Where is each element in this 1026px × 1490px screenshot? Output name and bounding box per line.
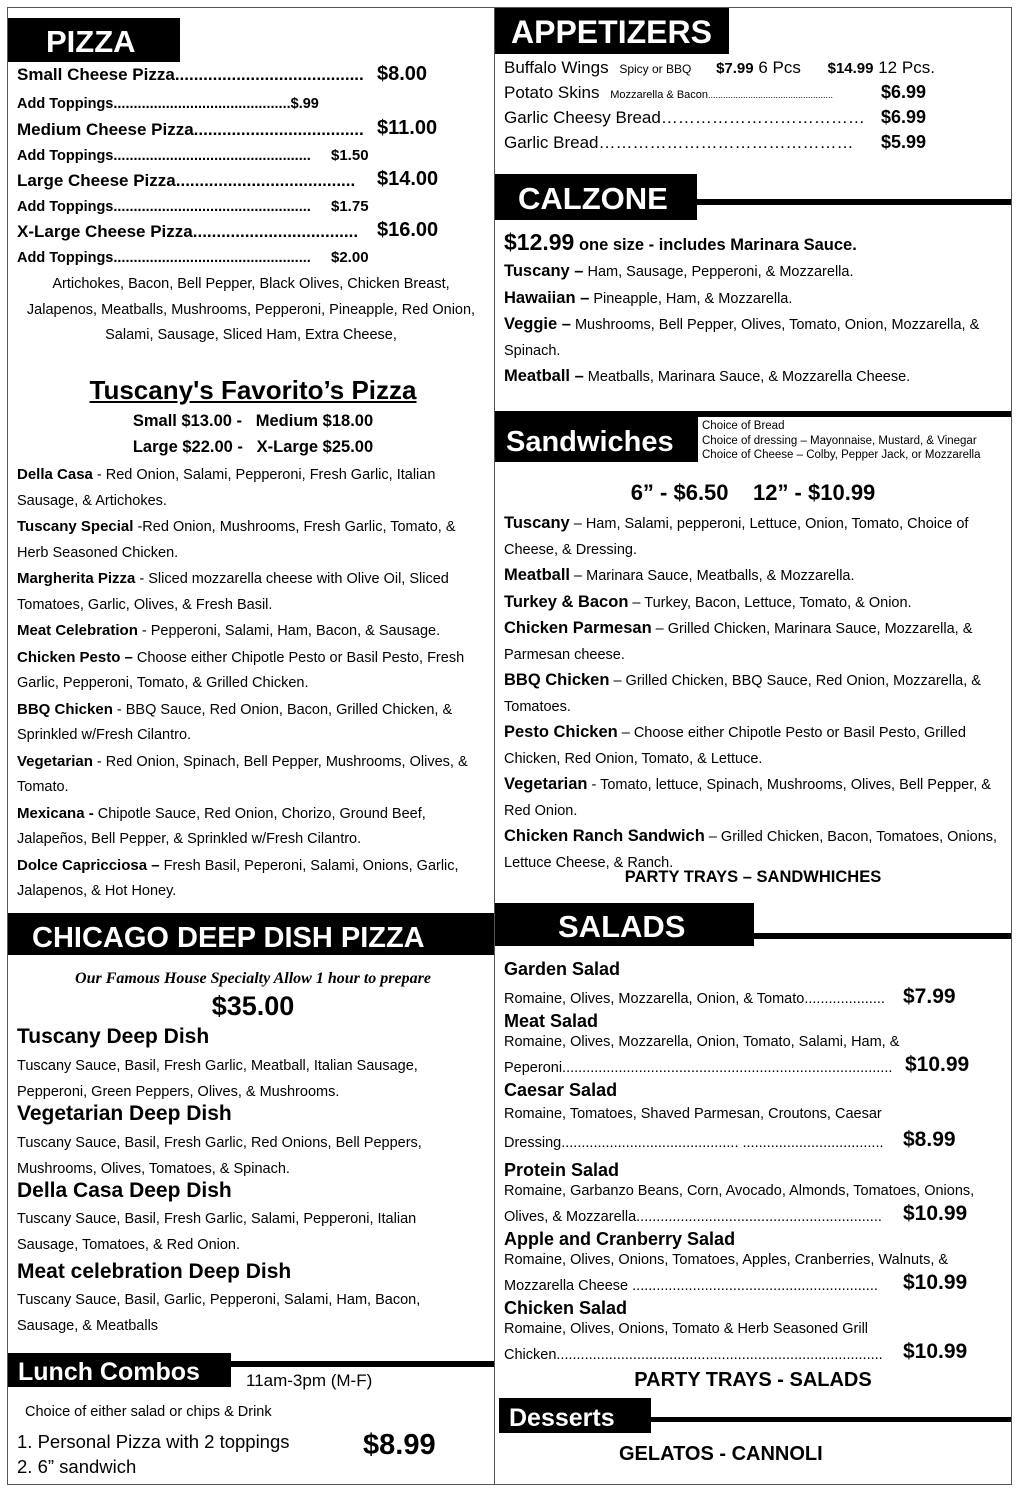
size-name: Add Toppings xyxy=(17,199,114,215)
salad-party-trays: PARTY TRAYS - SALADS xyxy=(634,1369,872,1391)
deepdish-name: Della Casa Deep Dish xyxy=(17,1179,232,1202)
calzone-list xyxy=(504,259,1009,391)
salad-desc: Dressing............................................ ................................... xyxy=(504,1135,884,1151)
toppings-row xyxy=(17,250,311,266)
deepdish-name: Meat celebration Deep Dish xyxy=(17,1260,292,1283)
lunch-option-1: 1. Personal Pizza with 2 toppings xyxy=(17,1431,290,1452)
deepdish-desc: Tuscany Sauce, Basil, Fresh Garlic, Salami, Pepperoni, Italian Sausage, Tomatoes, & Red Onion. xyxy=(17,1211,417,1253)
toppings-line: Jalapenos, Meatballs, Mushrooms, Pepperoni, Pineapple, Red Onion, xyxy=(26,301,476,318)
favorite-item xyxy=(17,697,487,749)
sandwich-item xyxy=(504,511,1004,563)
deepdish-desc: Tuscany Sauce, Basil, Garlic, Pepperoni, Salami, Ham, Bacon, Sausage, & Meatballs xyxy=(17,1292,421,1334)
deepdish-desc: Tuscany Sauce, Basil, Fresh Garlic, Meatball, Italian Sausage, Pepperoni, Green Peppers, Olives, & Mushrooms. xyxy=(17,1058,418,1100)
calzone-header: CALZONE xyxy=(495,174,697,220)
dot-leader: ...................................... xyxy=(175,171,356,190)
favorites-list xyxy=(17,462,487,905)
sandwich-prices: 6” - $6.50 12” - $10.99 xyxy=(630,480,876,505)
item-desc: – Ham, Salami, pepperoni, Lettuce, Onion, Tomato, Choice of Cheese, & Dressing. xyxy=(504,516,969,558)
calzone-item xyxy=(504,312,1009,364)
toppings-price: $1.75 xyxy=(331,198,369,215)
favorite-item xyxy=(17,853,487,905)
salad-price: $10.99 xyxy=(905,1053,970,1076)
toppings-line: Salami, Sausage, Sliced Ham, Extra Cheese, xyxy=(105,327,397,343)
sandwich-item xyxy=(504,772,1004,824)
item-name: Turkey & Bacon xyxy=(504,592,629,611)
item-name: Veggie – xyxy=(504,315,571,333)
dot-leader: ............................................ xyxy=(113,96,291,112)
salad-desc: Olives, & Mozzarella............................................................. xyxy=(504,1209,882,1225)
size-name: Large Cheese Pizza xyxy=(17,171,176,190)
item-name: Buffalo Wings xyxy=(504,58,609,77)
item-name: Chicken Parmesan xyxy=(504,619,652,637)
appetizers-header: APPETIZERS xyxy=(495,8,729,54)
size-name: Add Toppings xyxy=(17,96,114,112)
item-desc: - Pepperoni, Salami, Ham, Bacon, & Sausage. xyxy=(137,623,441,639)
dot-leader: ……………………………… xyxy=(660,108,865,127)
item-desc: – Grilled Chicken, Bacon, Tomatoes, Onions, Lettuce Cheese, & Ranch. xyxy=(504,829,998,871)
price: $7.99 xyxy=(716,60,754,77)
size-row xyxy=(17,222,358,242)
skins-price: $6.99 xyxy=(881,82,927,102)
item-desc: Choose either Chipotle Pesto or Basil Pesto, Fresh Garlic, Pepperoni, Tomato, & Grilled Chicken. xyxy=(17,649,465,691)
wings-price-1 xyxy=(716,58,801,77)
column-divider xyxy=(494,7,495,1485)
favorite-item xyxy=(17,749,487,801)
favorites-prices-1: Small $13.00 - Medium $18.00 xyxy=(132,412,374,430)
salad-price: $10.99 xyxy=(903,1271,968,1294)
appetizer-cheesy-bread xyxy=(504,108,865,128)
item-desc: - Tomato, lettuce, Spinach, Mushrooms, Olives, Bell Pepper, & Red Onion. xyxy=(504,777,991,819)
dot-leader: ................................................. xyxy=(113,148,311,164)
sandwich-item xyxy=(504,720,1004,772)
item-desc: – Turkey, Bacon, Lettuce, Tomato, & Onion. xyxy=(628,594,912,611)
calzone-rule xyxy=(697,199,1011,205)
dot-leader: ……………………………………… xyxy=(598,133,854,152)
salad-desc: Romaine, Olives, Mozzarella, Onion, Tomato, Salami, Ham, & xyxy=(504,1034,900,1050)
toppings-row xyxy=(17,199,311,215)
favorite-item xyxy=(17,618,487,645)
calzone-price: $12.99 xyxy=(504,229,575,255)
item-note: Mozzarella & Bacon xyxy=(610,89,709,101)
salad-name: Apple and Cranberry Salad xyxy=(504,1229,736,1249)
salad-desc: Romaine, Tomatoes, Shaved Parmesan, Croutons, Caesar xyxy=(504,1106,882,1122)
price: $14.99 xyxy=(827,60,874,77)
item-name: Dolce Capricciosa – xyxy=(17,856,160,874)
item-desc: - Red Onion, Salami, Pepperoni, Fresh Garlic, Italian Sausage, & Artichokes. xyxy=(17,467,436,509)
salads-header: SALADS xyxy=(495,903,754,946)
item-name: Hawaiian – xyxy=(504,288,590,307)
dot-leader: .................................................. xyxy=(708,90,834,100)
toppings-price: $2.00 xyxy=(331,249,369,266)
item-desc: Pineapple, Ham, & Mozzarella. xyxy=(589,290,793,307)
deepdish-price: $35.00 xyxy=(211,991,295,1021)
lunch-hours: 11am-3pm (M-F) xyxy=(246,1371,373,1390)
item-desc: - BBQ Sauce, Red Onion, Bacon, Grilled Chicken, & Sprinkled w/Fresh Cilantro. xyxy=(17,701,453,743)
size-name: Medium Cheese Pizza xyxy=(17,120,194,139)
salads-rule xyxy=(754,933,1011,939)
salad-desc: Romaine, Garbanzo Beans, Corn, Avocado, Almonds, Tomatoes, Onions, xyxy=(504,1183,975,1199)
item-desc: Ham, Sausage, Pepperoni, & Mozzarella. xyxy=(583,264,854,280)
item-name: Meat Celebration xyxy=(17,622,138,639)
salad-desc: Mozzarella Cheese ............................................................. xyxy=(504,1278,878,1294)
dot-leader: ........................................ xyxy=(174,65,364,84)
item-name: Mexicana - xyxy=(17,804,94,822)
item-desc: Fresh Basil, Peperoni, Salami, Onions, Garlic, Jalapenos, & Hot Honey. xyxy=(17,857,459,899)
dot-leader: ................................................. xyxy=(113,250,311,266)
favorite-item xyxy=(17,514,487,566)
sandwich-item xyxy=(504,668,1004,720)
toppings-line: Artichokes, Bacon, Bell Pepper, Black Olives, Chicken Breast, xyxy=(52,276,450,292)
size-price: $11.00 xyxy=(377,117,438,139)
quantity: 12 Pcs. xyxy=(873,58,935,77)
toppings-price: $1.50 xyxy=(331,147,369,164)
sandwiches-header: Sandwiches xyxy=(495,417,698,462)
desserts-header: Desserts xyxy=(499,1398,651,1433)
sandwich-list xyxy=(504,511,1004,876)
sandwich-choices xyxy=(702,419,980,463)
item-desc: - Red Onion, Spinach, Bell Pepper, Mushrooms, Olives, & Tomato. xyxy=(17,753,468,795)
quantity: 6 Pcs xyxy=(753,58,801,77)
size-row xyxy=(17,171,355,191)
sandwich-item xyxy=(504,616,1004,668)
salad-desc: Chicken................................................................................. xyxy=(504,1347,883,1363)
favorite-item xyxy=(17,801,487,853)
sandwich-item xyxy=(504,563,1004,590)
item-name: BBQ Chicken xyxy=(17,700,113,718)
size-row xyxy=(17,120,364,140)
item-name: Vegetarian xyxy=(504,775,588,793)
deepdish-header: CHICAGO DEEP DISH PIZZA xyxy=(8,913,494,955)
item-name: Meatball – xyxy=(504,367,584,385)
size-row xyxy=(17,65,364,85)
lunch-header: Lunch Combos xyxy=(8,1353,231,1387)
toppings-row xyxy=(17,148,311,164)
item-name: BBQ Chicken xyxy=(504,671,610,689)
lunch-option-2: 2. 6” sandwich xyxy=(17,1456,137,1477)
calzone-item xyxy=(504,364,1009,391)
salad-name: Caesar Salad xyxy=(504,1080,618,1100)
size-name: Add Toppings xyxy=(17,250,114,266)
lunch-note: Choice of either salad or chips & Drink xyxy=(25,1404,272,1420)
item-name: Della Casa xyxy=(17,466,93,483)
item-name: Vegetarian xyxy=(17,752,93,770)
item-name: Tuscany – xyxy=(504,262,584,280)
lunch-price: $8.99 xyxy=(363,1429,436,1461)
choice-line: Choice of Bread xyxy=(702,420,785,432)
salad-desc: Romaine, Olives, Onions, Tomatoes, Apples, Cranberries, Walnuts, & xyxy=(504,1252,949,1268)
choice-line: Choice of dressing – Mayonnaise, Mustard, & Vinegar xyxy=(702,434,977,447)
cheesy-bread-price: $6.99 xyxy=(881,107,927,127)
item-desc: – Choose either Chipotle Pesto or Basil Pesto, Grilled Chicken, Red Onion, Tomato, & Lettuce. xyxy=(504,725,966,767)
toppings-list xyxy=(8,272,494,349)
item-desc: -Red Onion, Mushrooms, Fresh Garlic, Tomato, & Herb Seasoned Chicken. xyxy=(17,519,456,561)
item-name: Tuscany xyxy=(504,514,570,532)
deepdish-tagline: Our Famous House Specialty Allow 1 hour to prepare xyxy=(75,970,431,987)
item-desc: - Sliced mozzarella cheese with Olive Oil, Sliced Tomatoes, Garlic, Olives, & Fresh Basil. xyxy=(17,571,449,613)
pizza-header: PIZZA xyxy=(8,18,180,62)
salad-desc: Peperoni.................................................................................. xyxy=(504,1060,893,1076)
desserts-rule xyxy=(651,1417,1011,1422)
desserts-items: GELATOS - CANNOLI xyxy=(619,1443,823,1465)
salad-name: Meat Salad xyxy=(504,1011,599,1031)
favorite-item xyxy=(17,566,487,618)
item-desc: – Grilled Chicken, Marinara Sauce, Mozzarella, & Parmesan cheese. xyxy=(504,621,973,663)
favorite-item xyxy=(17,645,487,697)
item-name: Pesto Chicken xyxy=(504,723,618,741)
lunch-rule xyxy=(231,1361,494,1367)
sandwich-item xyxy=(504,590,1004,617)
item-name: Meatball xyxy=(504,566,571,584)
item-name: Garlic Bread xyxy=(504,133,599,152)
item-desc: – Grilled Chicken, BBQ Sauce, Red Onion, Mozzarella, & Tomatoes. xyxy=(504,673,981,715)
salad-price: $7.99 xyxy=(903,985,956,1008)
calzone-price-note: one size - includes Marinara Sauce. xyxy=(574,236,857,254)
salad-name: Protein Salad xyxy=(504,1160,620,1180)
dot-leader: ................................... xyxy=(192,222,359,241)
choice-line: Choice of Cheese – Colby, Pepper Jack, or Mozzarella xyxy=(702,449,981,461)
size-price: $8.00 xyxy=(377,63,428,85)
item-name: Garlic Cheesy Bread xyxy=(504,108,661,127)
item-name: Tuscany Special xyxy=(17,518,134,535)
item-desc: Mushrooms, Bell Pepper, Olives, Tomato, Onion, Mozzarella, & Spinach. xyxy=(504,317,980,359)
item-name: Chicken Ranch Sandwich xyxy=(504,827,705,845)
item-desc: Chipotle Sauce, Red Onion, Chorizo, Ground Beef, Jalapeños, Bell Pepper, & Sprinkled w/Fresh Cilantro. xyxy=(17,805,426,847)
deepdish-name: Vegetarian Deep Dish xyxy=(17,1102,232,1125)
calzone-item xyxy=(504,259,1009,286)
garlic-bread-price: $5.99 xyxy=(881,132,927,152)
salad-desc: Romaine, Olives, Onions, Tomato & Herb Seasoned Grill xyxy=(504,1321,869,1337)
calzone-item xyxy=(504,286,1009,313)
calzone-price-line xyxy=(504,229,857,256)
appetizer-skins xyxy=(504,83,833,103)
size-name: Add Toppings xyxy=(17,148,114,164)
favorite-item xyxy=(17,462,487,514)
deepdish-name: Tuscany Deep Dish xyxy=(17,1025,210,1048)
appetizer-garlic-bread xyxy=(504,133,853,153)
item-desc: – Marinara Sauce, Meatballs, & Mozzarella. xyxy=(570,568,855,584)
size-price: $14.00 xyxy=(377,168,439,190)
salad-name: Garden Salad xyxy=(504,959,621,979)
size-price: $16.00 xyxy=(377,219,439,241)
dot-leader: ................................................. xyxy=(113,199,311,215)
deepdish-desc: Tuscany Sauce, Basil, Fresh Garlic, Red Onions, Bell Peppers, Mushrooms, Olives, Tomatoes, & Spinach. xyxy=(17,1135,422,1177)
toppings-row xyxy=(17,96,319,112)
salad-name: Chicken Salad xyxy=(504,1298,628,1318)
size-name: Small Cheese Pizza xyxy=(17,65,175,84)
favorites-prices-2: Large $22.00 - X-Large $25.00 xyxy=(132,438,374,456)
item-name: Margherita Pizza xyxy=(17,570,136,587)
appetizer-wings xyxy=(504,58,935,78)
item-name: Chicken Pesto – xyxy=(17,648,133,666)
salad-price: $10.99 xyxy=(903,1202,968,1225)
wings-price-2 xyxy=(828,58,935,77)
salad-desc: Romaine, Olives, Mozzarella, Onion, & Tomato.................... xyxy=(504,991,885,1007)
toppings-price: $.99 xyxy=(290,96,319,112)
salad-price: $8.99 xyxy=(903,1128,956,1151)
item-note: Spicy or BBQ xyxy=(619,62,692,76)
salad-price: $10.99 xyxy=(903,1340,968,1363)
dot-leader: .................................... xyxy=(193,120,364,139)
size-name: X-Large Cheese Pizza xyxy=(17,222,193,241)
item-desc: Meatballs, Marinara Sauce, & Mozzarella Cheese. xyxy=(583,369,911,385)
favorites-title: Tuscany's Favorito’s Pizza xyxy=(89,375,417,405)
sandwich-party-trays: PARTY TRAYS – SANDWHICHES xyxy=(624,868,882,886)
item-name: Potato Skins xyxy=(504,83,600,102)
